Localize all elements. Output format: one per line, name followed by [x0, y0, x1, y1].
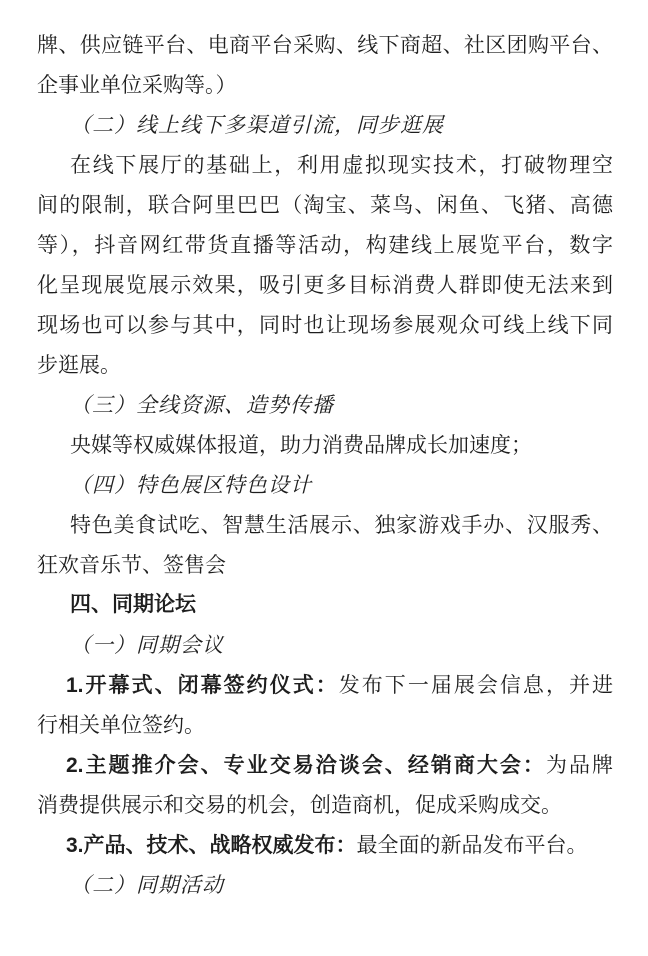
- paragraph: [37, 745, 613, 825]
- text-line: [37, 305, 613, 345]
- bold-run: 四、同期论坛: [70, 593, 196, 616]
- paragraph: [37, 665, 613, 745]
- bold-run: 3.产品、技术、战略权威发布：: [66, 834, 357, 857]
- text-line: [37, 385, 613, 425]
- text-line: [37, 425, 613, 465]
- text-run: 行相关单位签约。: [37, 713, 205, 737]
- text-line: [37, 265, 613, 305]
- paragraph: [37, 385, 613, 425]
- text-run: （二）线上线下多渠道引流，同步逛展: [70, 113, 444, 137]
- text-run: （二）同期活动: [70, 873, 224, 897]
- paragraph: [37, 465, 613, 505]
- text-line: [37, 105, 613, 145]
- text-run: 化呈现展览展示效果，吸引更多目标消费人群即使无法来到: [37, 273, 613, 297]
- text-run: 牌、供应链平台、电商平台采购、线下商超、社区团购平台、: [37, 33, 613, 57]
- text-line: [37, 865, 613, 905]
- bold-run: 1.开幕式、闭幕签约仪式：: [66, 674, 339, 697]
- paragraph: [37, 625, 613, 665]
- paragraph: [37, 585, 613, 625]
- text-line: [37, 585, 613, 625]
- text-line: [37, 785, 613, 825]
- text-run: 为品牌: [545, 753, 614, 777]
- text-run: 最全面的新品发布平台。: [356, 833, 588, 857]
- text-line: [37, 225, 613, 265]
- paragraph: [37, 825, 613, 865]
- text-line: [37, 545, 613, 585]
- text-run: （三）全线资源、造势传播: [70, 393, 334, 417]
- text-line: [37, 505, 613, 545]
- paragraph: [37, 505, 613, 585]
- text-line: [37, 825, 613, 865]
- text-run: 步逛展。: [37, 353, 121, 377]
- text-line: [37, 25, 613, 65]
- text-line: [37, 665, 613, 705]
- bold-run: 2.主题推介会、专业交易洽谈会、经销商大会：: [66, 754, 546, 777]
- paragraph: [37, 105, 613, 145]
- text-run: 企事业单位采购等。）: [37, 73, 237, 97]
- text-run: （四）特色展区特色设计: [70, 473, 312, 497]
- text-run: 在线下展厅的基础上，利用虚拟现实技术，打破物理空: [70, 153, 613, 177]
- text-run: 央媒等权威媒体报道，助力消费品牌成长加速度；: [70, 433, 532, 457]
- text-line: [37, 345, 613, 385]
- text-line: [37, 185, 613, 225]
- text-line: [37, 465, 613, 505]
- text-run: 狂欢音乐节、签售会: [37, 553, 226, 577]
- paragraph: [37, 425, 613, 465]
- text-line: [37, 145, 613, 185]
- text-run: 间的限制，联合阿里巴巴（淘宝、菜鸟、闲鱼、飞猪、高德: [37, 193, 613, 217]
- text-run: （一）同期会议: [70, 633, 224, 657]
- text-line: [37, 65, 613, 105]
- text-line: [37, 625, 613, 665]
- paragraph: [37, 145, 613, 385]
- paragraph: [37, 865, 613, 905]
- text-line: [37, 745, 613, 785]
- text-run: 消费提供展示和交易的机会，创造商机，促成采购成交。: [37, 793, 562, 817]
- text-run: 发布下一届展会信息，并进: [338, 673, 613, 697]
- paragraph: [37, 25, 613, 105]
- text-run: 等），抖音网红带货直播等活动，构建线上展览平台，数字: [37, 233, 613, 257]
- text-line: [37, 705, 613, 745]
- text-run: 现场也可以参与其中，同时也让现场参展观众可线上线下同: [37, 313, 613, 337]
- text-run: 特色美食试吃、智慧生活展示、独家游戏手办、汉服秀、: [70, 513, 613, 537]
